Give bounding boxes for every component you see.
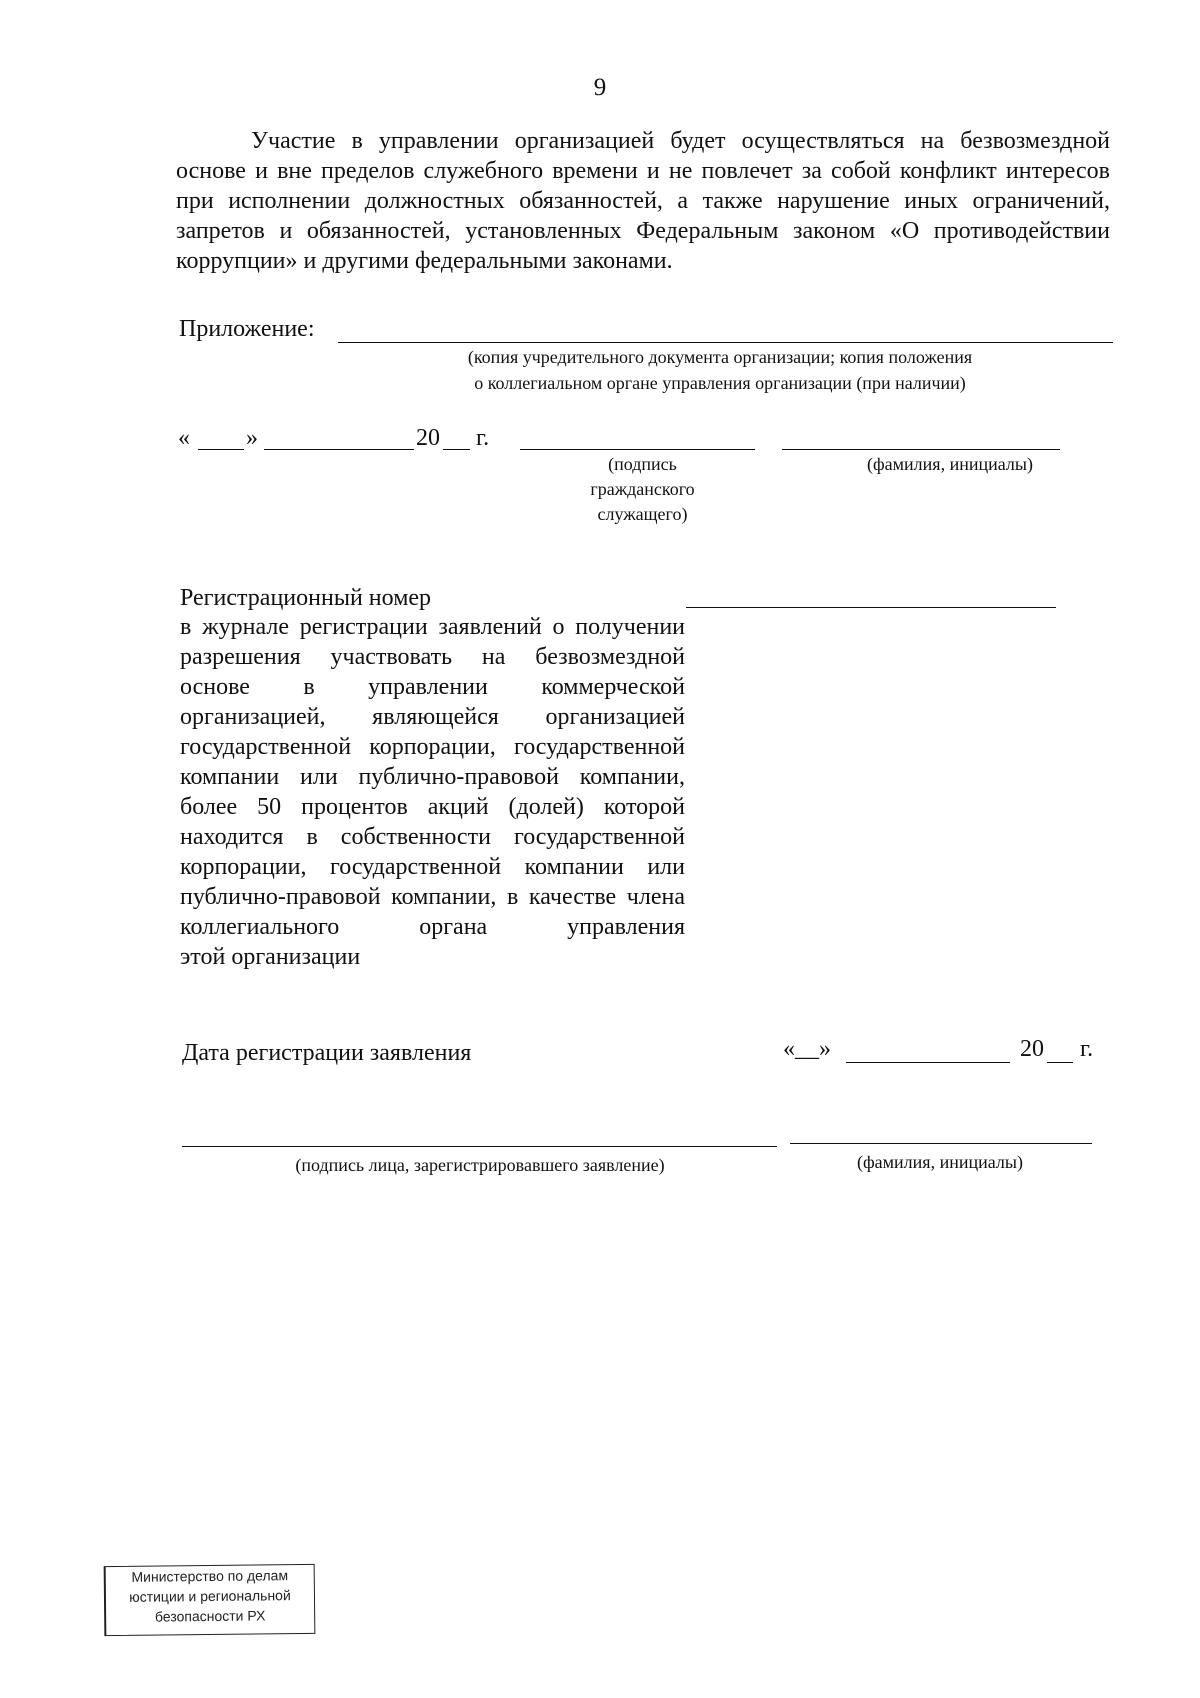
registration-date-label: Дата регистрации заявления: [182, 1040, 472, 1066]
registrar-name-line: [790, 1143, 1092, 1144]
name-hint: (фамилия, инициалы): [867, 454, 1033, 474]
stamp-line-2: юстиции и региональной: [129, 1587, 291, 1605]
date-month-line: [264, 449, 414, 450]
stamp-line-3: безопасности РХ: [154, 1607, 266, 1625]
registration-date-day: «__»: [783, 1036, 831, 1062]
stamp-line-1: Министерство по делам: [131, 1567, 289, 1585]
name-line: [782, 449, 1060, 450]
attachment-label: Приложение:: [179, 316, 315, 342]
date-day-line: [198, 449, 244, 450]
registrar-signature-hint: (подпись лица, зарегистрировавшего заявление): [295, 1155, 665, 1175]
registration-date-month-line: [846, 1062, 1010, 1063]
registration-date-year-prefix: 20: [1020, 1036, 1044, 1062]
signature-hint-2: гражданского: [590, 479, 695, 499]
date-year-prefix: 20: [416, 425, 440, 451]
registration-date-year-suffix: г.: [1080, 1036, 1094, 1062]
page-number: 9: [593, 74, 607, 101]
attachment-line: [338, 342, 1113, 343]
main-paragraph: Участие в управлении организацией будет осуществляться на безвозмездной основе и вне пределов служебного времени и не повлечет за собой конфликт интересов при исполнении должностных обязанностей, а также нарушение иных ограничений, запретов и обязанностей, установленных Федеральным законом «О противодействии коррупции» и другими федеральными законами.: [176, 128, 1110, 274]
registrar-name-hint: (фамилия, инициалы): [857, 1152, 1023, 1172]
registration-date-year-line: [1047, 1062, 1073, 1063]
date-close-quote: »: [246, 425, 258, 451]
ministry-stamp: [104, 1564, 316, 1636]
registration-label: Регистрационный номер: [180, 585, 432, 611]
attachment-hint-1: (копия учредительного документа организации; копия положения: [467, 347, 973, 367]
signature-line: [520, 449, 755, 450]
registration-number-line: [686, 607, 1056, 608]
registrar-signature-line: [182, 1146, 777, 1147]
registration-description-last: этой организации: [180, 944, 361, 970]
attachment-hint-2: о коллегиальном органе управления организации (при наличии): [474, 373, 966, 393]
date-year-suffix: г.: [476, 425, 490, 451]
signature-hint-1: (подпись: [608, 454, 677, 474]
registration-description: [180, 612, 685, 972]
registration-description-text: в журнале регистрации заявлений о получении разрешения участвовать на безвозмездной основе в управлении коммерческой организацией, являющейся организацией государственной корпорации, государственной компании или публично-правовой компании, более 50 процентов акций (долей) которой находится в собственности государственной корпорации, государственной компании или публично-правовой компании, в качестве члена коллегиального органа управления: [180, 614, 685, 940]
date-year-line: [443, 449, 470, 450]
date-open-quote: «: [178, 425, 190, 451]
signature-hint-3: служащего): [597, 504, 688, 524]
